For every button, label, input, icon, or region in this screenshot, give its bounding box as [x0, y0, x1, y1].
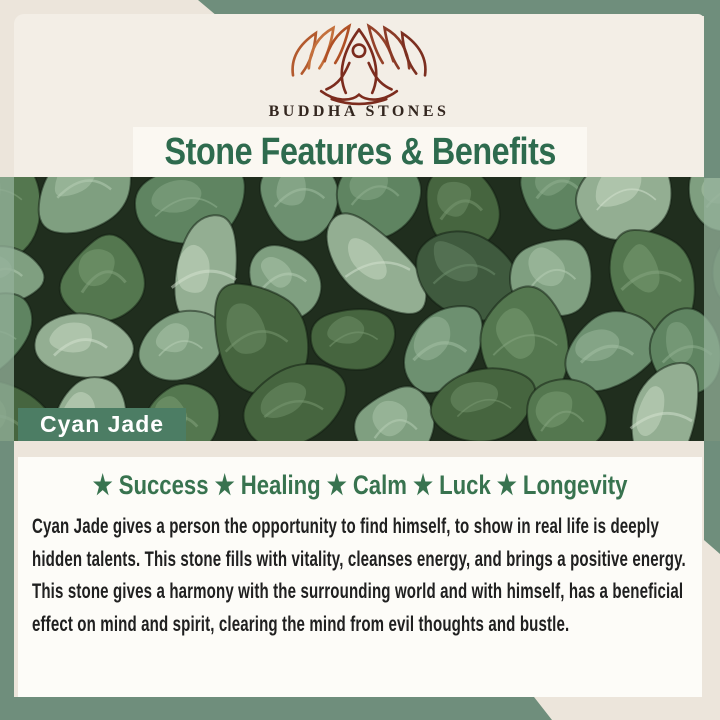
left-accent-strip	[0, 441, 14, 720]
jade-stones-illustration	[0, 177, 720, 441]
banner-title: Stone Features & Benefits	[164, 130, 556, 173]
photo-right-edge-overlay	[704, 177, 720, 441]
photo-left-edge-overlay	[0, 177, 14, 441]
title-banner	[133, 127, 587, 177]
stone-name-text: Cyan Jade	[40, 411, 165, 437]
bottom-accent-strip	[0, 697, 560, 720]
stone-name-badge	[18, 408, 186, 441]
lotus-meditation-logo	[264, 19, 454, 107]
right-accent-strip-top	[704, 0, 720, 178]
benefits-line: ★ Success ★ Healing ★ Calm ★ Luck ★ Longevity	[92, 470, 628, 500]
benefits-card	[18, 457, 702, 697]
header-panel	[14, 14, 704, 177]
right-accent-strip-bottom	[704, 441, 720, 554]
jade-stones-photo	[0, 177, 720, 441]
stone-description: Cyan Jade gives a person the opportunity to find himself, to show in real life is deeply hidden talents. This stone fills with vitality, cleanses energy, and brings a positive energy. This stone gives a harmony with the surrounding world and with himself, has a beneficial effect on mind and spirit, clearing the mind from evil thoughts and bustle.	[32, 514, 686, 637]
brand-name: BUDDHA STONES	[268, 103, 450, 120]
